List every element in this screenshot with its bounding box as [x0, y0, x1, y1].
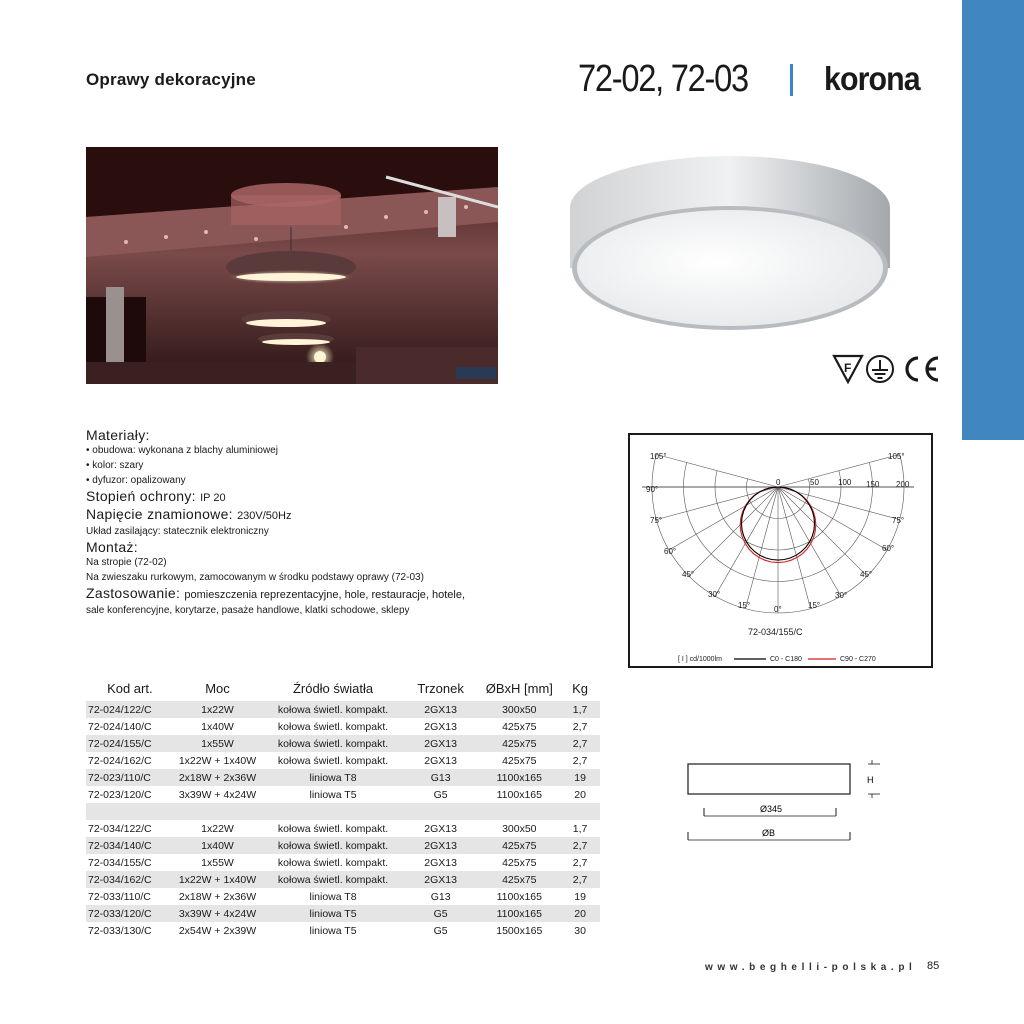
usage-value-cont: sale konferencyjne, korytarze, pasaże handlowe, klatki schodowe, sklepy [86, 605, 410, 616]
cell-code: 72-034/122/C [88, 822, 152, 835]
table-row [86, 718, 600, 735]
mounting-heading: Montaż: [86, 539, 138, 555]
page-number: 85 [927, 960, 940, 972]
cell-dims: 425x75 [502, 737, 537, 750]
specifications [86, 427, 486, 618]
table-row [86, 735, 600, 752]
angle-label-60-left: 60° [664, 547, 677, 556]
col-header-code: Kod art. [107, 681, 153, 696]
cell-source: liniowa T5 [309, 924, 357, 937]
mounting-item: Na stropie (72-02) [86, 557, 167, 568]
cell-socket: G13 [430, 771, 451, 784]
cell-code: 72-023/110/C [88, 771, 151, 784]
section-title: Oprawy dekoracyjne [86, 70, 256, 89]
ballast-info: Układ zasilający: statecznik elektroniczny [86, 526, 269, 537]
cell-source: kołowa świetl. kompakt. [277, 737, 389, 750]
side-accent-band [962, 0, 1024, 440]
table-body [86, 701, 600, 939]
cell-weight: 20 [574, 907, 586, 920]
table-row [86, 769, 600, 786]
height-label: H [867, 775, 874, 785]
cell-dims: 1100x165 [496, 771, 542, 784]
cell-code: 72-024/155/C [88, 737, 152, 750]
angle-label-60-right: 60° [882, 544, 895, 553]
cell-dims: 425x75 [502, 720, 537, 733]
cell-power: 1x55W [201, 737, 234, 750]
cell-source: kołowa świetl. kompakt. [277, 822, 389, 835]
usage-value: pomieszczenia reprezentacyjne, hole, restauracje, hotele, [184, 589, 466, 601]
polar-code: 72-034/155/C [748, 627, 803, 637]
table-row [86, 752, 600, 769]
product-name: korona [824, 60, 920, 97]
cell-socket: G5 [433, 924, 448, 937]
polar-diagram [628, 433, 933, 668]
cell-dims: 425x75 [502, 839, 537, 852]
cell-power: 2x18W + 2x36W [178, 890, 257, 903]
col-header-socket: Trzonek [417, 681, 464, 696]
col-header-weight: Kg [572, 681, 589, 696]
product-photo [560, 140, 890, 340]
cell-source: kołowa świetl. kompakt. [277, 873, 389, 886]
cell-dims: 425x75 [502, 754, 537, 767]
cell-weight: 2,7 [572, 754, 588, 767]
angle-label-0: 0° [774, 605, 782, 614]
angle-label-75-left: 75° [650, 516, 663, 525]
angle-label-30-left: 30° [708, 590, 721, 599]
cell-weight: 2,7 [572, 737, 588, 750]
cell-power: 1x22W [201, 822, 234, 835]
cell-dims: 300x50 [502, 703, 537, 716]
cell-socket: 2GX13 [424, 856, 457, 869]
materials-item: • dyfuzor: opalizowany [86, 475, 186, 486]
polar-radial-line [778, 487, 867, 576]
cell-weight: 19 [574, 890, 586, 903]
certification-marks [832, 352, 942, 388]
scale-label-200: 200 [896, 480, 910, 489]
product-table [86, 676, 600, 939]
materials-item: • obudowa: wykonana z blachy aluminiowej [86, 445, 278, 456]
cell-code: 72-024/162/C [88, 754, 152, 767]
polar-radial-line [778, 487, 887, 550]
cell-dims: 300x50 [502, 822, 537, 835]
cell-socket: 2GX13 [424, 737, 457, 750]
cell-source: kołowa świetl. kompakt. [277, 839, 389, 852]
angle-label-105-left: 105° [650, 452, 667, 461]
ce-mark-icon [907, 358, 938, 380]
cell-code: 72-024/122/C [88, 703, 152, 716]
outer-diameter-label: ØB [762, 828, 776, 838]
cell-code: 72-033/130/C [88, 924, 152, 937]
f-mark-icon [834, 356, 862, 382]
scale-label-50: 50 [810, 478, 819, 487]
polar-radial-line [689, 487, 778, 576]
cell-socket: 2GX13 [424, 839, 457, 852]
angle-label-90: 90° [646, 485, 659, 494]
cell-dims: 1500x165 [496, 924, 543, 937]
cell-socket: 2GX13 [424, 822, 457, 835]
table-row [86, 888, 600, 905]
cell-power: 1x22W + 1x40W [178, 873, 257, 886]
cell-socket: G5 [433, 788, 448, 801]
cell-source: kołowa świetl. kompakt. [277, 856, 389, 869]
cell-weight: 2,7 [572, 720, 588, 733]
table-row [86, 871, 600, 888]
model-numbers: 72-02, 72-03 [578, 58, 748, 100]
usage-line [86, 585, 486, 603]
usage-label: Zastosowanie: [86, 585, 181, 601]
earth-mark-icon [867, 356, 893, 382]
angle-label-45-left: 45° [682, 570, 695, 579]
cell-power: 1x40W [201, 839, 234, 852]
materials-item: • kolor: szary [86, 460, 144, 471]
voltage-value: 230V/50Hz [237, 510, 292, 522]
voltage-line [86, 506, 486, 524]
protection-line [86, 488, 486, 506]
cell-code: 72-034/162/C [88, 873, 152, 886]
col-header-source: Źródło światła [292, 681, 374, 696]
materials-heading: Materiały: [86, 427, 150, 443]
cell-dims: 425x75 [502, 873, 537, 886]
table-row [86, 786, 600, 803]
cell-power: 3x39W + 4x24W [178, 907, 257, 920]
angle-label-75-right: 75° [892, 516, 905, 525]
mounting-item: Na zwieszaku rurkowym, zamocowanym w środku podstawy oprawy (72-03) [86, 572, 424, 583]
legend-unit: [ I ] cd/1000lm [678, 656, 722, 663]
cell-weight: 2,7 [572, 839, 588, 852]
cell-socket: 2GX13 [424, 720, 457, 733]
cell-dims: 1100x165 [496, 890, 542, 903]
cell-power: 2x18W + 2x36W [178, 771, 257, 784]
table-row [86, 905, 600, 922]
cell-dims: 1100x165 [496, 788, 542, 801]
legend-c0: C0 - C180 [770, 656, 802, 663]
table-row [86, 701, 600, 718]
polar-diagram-svg [630, 435, 931, 666]
cell-power: 2x54W + 2x39W [178, 924, 257, 937]
cell-weight: 2,7 [572, 856, 588, 869]
angle-label-45-right: 45° [860, 570, 873, 579]
angle-label-105-right: 105° [888, 452, 905, 461]
angle-label-30-right: 30° [835, 591, 848, 600]
protection-value: IP 20 [200, 492, 226, 504]
scale-label-150: 150 [866, 480, 880, 489]
website-link[interactable]: www.beghelli-polska.pl [705, 962, 917, 973]
svg-text:F: F [844, 361, 852, 375]
angle-label-15-left: 15° [738, 601, 751, 610]
inner-diameter-label: Ø345 [760, 804, 783, 814]
cell-socket: 2GX13 [424, 703, 457, 716]
cell-weight: 2,7 [572, 873, 588, 886]
cell-code: 72-023/120/C [88, 788, 152, 801]
cell-weight: 1,7 [572, 822, 588, 835]
cell-weight: 1,7 [572, 703, 588, 716]
scale-label-100: 100 [838, 478, 852, 487]
cell-socket: 2GX13 [424, 754, 457, 767]
cell-power: 1x22W + 1x40W [178, 754, 257, 767]
scale-label-0: 0 [776, 478, 781, 487]
table-row [86, 922, 600, 939]
table-group-separator [86, 803, 600, 820]
cell-weight: 20 [574, 788, 586, 801]
cell-source: kołowa świetl. kompakt. [277, 703, 389, 716]
cell-source: liniowa T8 [309, 890, 357, 903]
installation-photo [86, 147, 498, 384]
cell-weight: 19 [574, 771, 586, 784]
cell-code: 72-034/155/C [88, 856, 152, 869]
cell-power: 1x22W [201, 703, 234, 716]
angle-label-15-right: 15° [808, 601, 821, 610]
cell-socket: G13 [430, 890, 451, 903]
col-header-power: Moc [205, 681, 230, 696]
cell-power: 1x40W [201, 720, 234, 733]
legend-c90: C90 - C270 [840, 656, 876, 663]
cell-source: liniowa T8 [309, 771, 357, 784]
table-row [86, 837, 600, 854]
cell-socket: 2GX13 [424, 873, 457, 886]
table-row [86, 854, 600, 871]
dimension-drawing [686, 752, 886, 847]
cell-power: 1x55W [201, 856, 234, 869]
cell-source: liniowa T5 [309, 788, 357, 801]
cell-power: 3x39W + 4x24W [178, 788, 257, 801]
table-header [86, 676, 600, 701]
cell-code: 72-033/110/C [88, 890, 151, 903]
polar-radial-line [656, 454, 778, 487]
cell-code: 72-024/140/C [88, 720, 152, 733]
polar-radial-line [669, 487, 778, 550]
voltage-label: Napięcie znamionowe: [86, 506, 233, 522]
cell-dims: 1100x165 [496, 907, 542, 920]
protection-label: Stopień ochrony: [86, 488, 196, 504]
cell-source: kołowa świetl. kompakt. [277, 720, 389, 733]
cell-socket: G5 [433, 907, 448, 920]
cell-source: liniowa T5 [309, 907, 357, 920]
title-separator [790, 64, 793, 96]
cell-weight: 30 [574, 924, 586, 937]
col-header-dims: ØBxH [mm] [485, 681, 553, 696]
cell-dims: 425x75 [502, 856, 537, 869]
cell-source: kołowa świetl. kompakt. [277, 754, 389, 767]
table-row [86, 820, 600, 837]
cell-code: 72-034/140/C [88, 839, 152, 852]
cell-code: 72-033/120/C [88, 907, 152, 920]
